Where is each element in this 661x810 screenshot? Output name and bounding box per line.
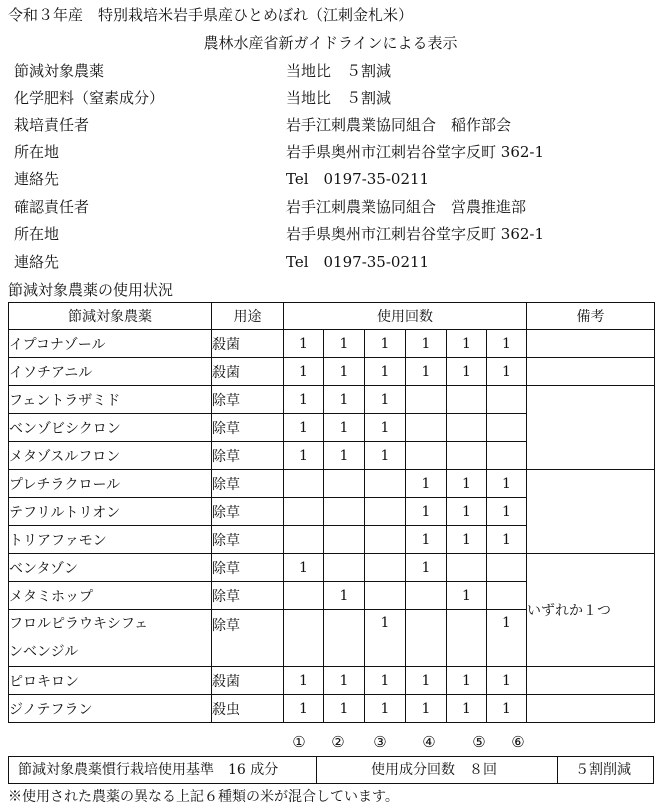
pesticide-name	[9, 610, 212, 667]
usage-count-cell	[447, 386, 487, 414]
info-label: 確認責任者	[14, 198, 90, 216]
usage-count-cell: 1	[284, 554, 324, 582]
table-row	[9, 554, 655, 582]
usage-count-cell	[324, 610, 365, 667]
info-label: 所在地	[14, 225, 60, 243]
info-row	[0, 57, 661, 84]
rice-type-marker: ②	[331, 733, 345, 751]
usage-count-cell	[406, 414, 447, 442]
info-row	[0, 165, 661, 192]
summary-box	[8, 756, 654, 784]
usage-count-cell: 1	[324, 442, 365, 470]
remarks-cell	[527, 667, 655, 695]
remarks-cell	[527, 470, 655, 554]
pesticide-purpose: 除草	[212, 554, 284, 582]
usage-count-cell: 1	[365, 386, 406, 414]
usage-count-cell: 1	[324, 414, 365, 442]
usage-count-cell: 1	[447, 498, 487, 526]
usage-count-cell: 1	[406, 498, 447, 526]
usage-count-cell	[487, 386, 527, 414]
usage-count-cell: 1	[406, 330, 447, 358]
pesticide-name: メタゾスルフロン	[9, 442, 212, 470]
usage-count-cell: 1	[487, 470, 527, 498]
info-row	[0, 248, 661, 275]
remarks-cell: いずれか１つ	[527, 554, 655, 667]
usage-count-cell: 1	[365, 414, 406, 442]
usage-count-cell	[324, 470, 365, 498]
pesticide-name: イソチアニル	[9, 358, 212, 386]
pesticide-name: ベンゾビシクロン	[9, 414, 212, 442]
usage-count-cell	[365, 554, 406, 582]
pesticide-name: ジノテフラン	[9, 695, 212, 723]
info-label: 所在地	[14, 143, 60, 161]
usage-count-cell: 1	[406, 358, 447, 386]
remarks-cell	[527, 386, 655, 470]
usage-count-cell: 1	[365, 358, 406, 386]
usage-count-cell	[365, 470, 406, 498]
usage-count-cell: 1	[284, 695, 324, 723]
usage-count-cell: 1	[447, 526, 487, 554]
table-row	[9, 386, 655, 414]
usage-count-cell: 1	[447, 667, 487, 695]
usage-count-cell	[447, 554, 487, 582]
usage-count-cell: 1	[324, 695, 365, 723]
table-row	[9, 358, 655, 386]
rice-type-marker: ①	[292, 733, 306, 751]
info-value: 当地比 ５割減	[286, 62, 392, 80]
info-value: 当地比 ５割減	[286, 89, 392, 107]
usage-count-cell	[324, 526, 365, 554]
usage-count-cell: 1	[324, 582, 365, 610]
pesticide-purpose: 殺菌	[212, 330, 284, 358]
usage-count-cell	[447, 610, 487, 667]
header-pesticide: 節減対象農薬	[9, 303, 212, 330]
usage-count-cell: 1	[487, 498, 527, 526]
usage-count-cell: 1	[406, 554, 447, 582]
header-remarks: 備考	[527, 303, 655, 330]
usage-count-cell: 1	[365, 442, 406, 470]
usage-count-cell: 1	[324, 358, 365, 386]
info-label: 連絡先	[14, 170, 60, 188]
usage-count-cell: 1	[487, 330, 527, 358]
info-value: 岩手県奥州市江刺岩谷堂字反町 362-1	[286, 143, 545, 161]
usage-count-cell	[284, 470, 324, 498]
pesticide-name-line: ンベンジル	[9, 644, 79, 660]
usage-count-cell: 1	[284, 386, 324, 414]
pesticide-name: フェントラザミド	[9, 386, 212, 414]
usage-heading: 節減対象農薬の使用状況	[8, 281, 174, 299]
info-row	[0, 220, 661, 247]
usage-count-cell: 1	[447, 695, 487, 723]
usage-count-cell	[447, 414, 487, 442]
pesticide-purpose: 殺菌	[212, 358, 284, 386]
usage-count-cell: 1	[487, 526, 527, 554]
rice-type-marker: ⑤	[472, 733, 486, 751]
info-row	[0, 138, 661, 165]
table-header-row	[9, 303, 655, 330]
usage-count-cell	[406, 610, 447, 667]
usage-count-cell: 1	[365, 610, 406, 667]
usage-count-cell	[365, 526, 406, 554]
pesticide-name-line: フロルピラウキシフェ	[9, 616, 149, 632]
remarks-cell	[527, 330, 655, 358]
usage-count-cell: 1	[487, 358, 527, 386]
summary-standard: 節減対象農薬慣行栽培使用基準 16 成分	[18, 762, 279, 778]
document-subtitle: 農林水産省新ガイドラインによる表示	[203, 34, 458, 52]
usage-count-cell	[324, 554, 365, 582]
document-title: 令和３年産 特別栽培米岩手県産ひとめぼれ（江刺金札米）	[8, 6, 414, 24]
info-label: 節減対象農薬	[14, 62, 105, 80]
summary-divider	[557, 757, 558, 783]
pesticide-name: プレチラクロール	[9, 470, 212, 498]
info-row	[0, 193, 661, 220]
rice-type-marker: ③	[373, 733, 387, 751]
usage-count-cell	[324, 498, 365, 526]
usage-count-cell: 1	[406, 667, 447, 695]
summary-used: 使用成分回数 ８回	[371, 762, 497, 778]
info-value: 岩手県奥州市江刺岩谷堂字反町 362-1	[286, 225, 545, 243]
footnote: ※使用された農薬の異なる上記６種類の米が混合しています。	[8, 789, 399, 805]
usage-count-cell: 1	[284, 330, 324, 358]
info-value: Tel 0197-35-0211	[286, 253, 430, 271]
pesticide-purpose: 除草	[212, 582, 284, 610]
table-row	[9, 695, 655, 723]
usage-count-cell: 1	[487, 610, 527, 667]
usage-count-cell	[365, 498, 406, 526]
usage-count-cell: 1	[447, 582, 487, 610]
usage-count-cell	[487, 414, 527, 442]
usage-count-cell: 1	[447, 358, 487, 386]
usage-count-cell	[284, 582, 324, 610]
usage-count-cell: 1	[284, 442, 324, 470]
pesticide-usage-table	[8, 302, 655, 723]
usage-count-cell: 1	[447, 330, 487, 358]
pesticide-purpose: 除草	[212, 386, 284, 414]
usage-count-cell	[447, 442, 487, 470]
usage-count-cell	[284, 526, 324, 554]
pesticide-purpose: 除草	[212, 470, 284, 498]
rice-type-marker: ④	[422, 733, 436, 751]
pesticide-name: イプコナゾール	[9, 330, 212, 358]
usage-count-cell: 1	[406, 526, 447, 554]
header-count: 使用回数	[284, 303, 527, 330]
usage-count-cell	[284, 610, 324, 667]
usage-count-cell: 1	[284, 414, 324, 442]
pesticide-purpose: 除草	[212, 498, 284, 526]
usage-count-cell: 1	[324, 330, 365, 358]
header-purpose: 用途	[212, 303, 284, 330]
pesticide-name: トリアファモン	[9, 526, 212, 554]
pesticide-purpose: 除草	[212, 610, 284, 667]
info-row	[0, 84, 661, 111]
usage-count-cell	[406, 582, 447, 610]
info-label: 化学肥料（窒素成分）	[14, 89, 165, 107]
info-value: Tel 0197-35-0211	[286, 170, 430, 188]
usage-count-cell	[487, 582, 527, 610]
usage-count-cell	[406, 386, 447, 414]
rice-type-marker: ⑥	[511, 733, 525, 751]
usage-count-cell: 1	[284, 667, 324, 695]
info-value: 岩手江刺農業協同組合 稲作部会	[286, 116, 512, 134]
table-row	[9, 470, 655, 498]
usage-count-cell	[406, 442, 447, 470]
usage-count-cell: 1	[324, 667, 365, 695]
usage-count-cell	[284, 498, 324, 526]
info-label: 連絡先	[14, 253, 60, 271]
pesticide-name: テフリルトリオン	[9, 498, 212, 526]
remarks-cell	[527, 358, 655, 386]
pesticide-purpose: 殺虫	[212, 695, 284, 723]
summary-divider	[316, 757, 317, 783]
summary-reduction: ５割削減	[575, 762, 631, 778]
usage-count-cell	[487, 442, 527, 470]
usage-count-cell: 1	[365, 667, 406, 695]
pesticide-purpose: 除草	[212, 414, 284, 442]
table-row	[9, 330, 655, 358]
pesticide-purpose: 除草	[212, 442, 284, 470]
info-row	[0, 111, 661, 138]
table-row	[9, 667, 655, 695]
pesticide-name: ピロキロン	[9, 667, 212, 695]
info-label: 栽培責任者	[14, 116, 90, 134]
usage-count-cell: 1	[365, 695, 406, 723]
usage-count-cell: 1	[365, 330, 406, 358]
usage-count-cell: 1	[447, 470, 487, 498]
pesticide-purpose: 殺菌	[212, 667, 284, 695]
pesticide-purpose: 除草	[212, 526, 284, 554]
pesticide-name: ベンタゾン	[9, 554, 212, 582]
usage-count-cell: 1	[406, 470, 447, 498]
remarks-cell	[527, 695, 655, 723]
usage-count-cell: 1	[406, 695, 447, 723]
usage-count-cell: 1	[284, 358, 324, 386]
pesticide-name: メタミホップ	[9, 582, 212, 610]
usage-count-cell: 1	[487, 695, 527, 723]
usage-count-cell: 1	[324, 386, 365, 414]
info-value: 岩手江刺農業協同組合 営農推進部	[286, 198, 527, 216]
usage-count-cell	[365, 582, 406, 610]
usage-count-cell: 1	[487, 667, 527, 695]
usage-count-cell	[487, 554, 527, 582]
